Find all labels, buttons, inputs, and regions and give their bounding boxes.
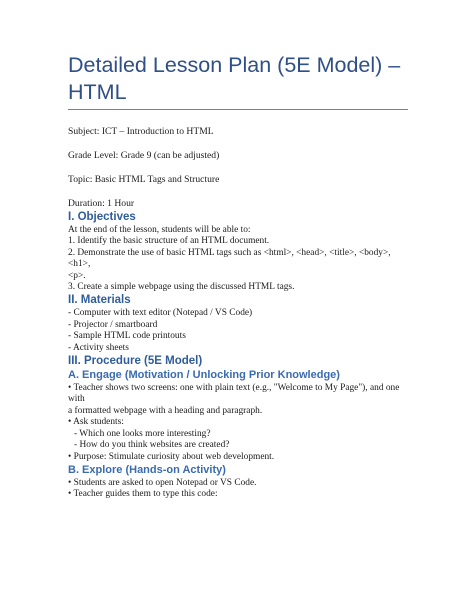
materials-list [68, 308, 408, 354]
explore-body [68, 478, 408, 501]
engage-line: - Which one looks more interesting? [74, 428, 211, 439]
objectives-line: <p>. [68, 270, 86, 281]
engage-line: - How do you think websites are created? [74, 440, 230, 451]
engage-line: • Teacher shows two screens: one with plain text (e.g., "Welcome to My Page"), and one with [68, 383, 402, 405]
procedure-heading: III. Procedure (5E Model) [68, 355, 203, 368]
objectives-body [68, 225, 408, 293]
meta-topic: Topic: Basic HTML Tags and Structure [68, 174, 220, 185]
materials-heading: II. Materials [68, 294, 131, 307]
meta-subject: Subject: ICT – Introduction to HTML [68, 126, 214, 137]
materials-item: - Projector / smartboard [68, 319, 158, 330]
meta-grade-level: Grade Level: Grade 9 (can be adjusted) [68, 150, 220, 161]
objectives-line: 1. Identify the basic structure of an HTML document. [68, 236, 270, 247]
materials-item: - Sample HTML code printouts [68, 331, 186, 342]
objectives-line: 3. Create a simple webpage using the discussed HTML tags. [68, 282, 295, 293]
objectives-line: 2. Demonstrate the use of basic HTML tags such as <html>, <head>, <title>, <body>, <h1>, [68, 247, 393, 270]
engage-line: a formatted webpage with a heading and paragraph. [68, 405, 263, 416]
objectives-heading: I. Objectives [68, 211, 136, 223]
engage-line: • Purpose: Stimulate curiosity about web development. [68, 451, 275, 462]
engage-body [68, 383, 408, 463]
meta-duration: Duration: 1 Hour [68, 198, 135, 209]
explore-line: • Teacher guides them to type this code: [68, 489, 218, 500]
engage-heading: A. Engage (Motivation / Unlocking Prior Knowledge) [68, 369, 340, 382]
materials-item: - Activity sheets [68, 342, 129, 353]
objectives-line: At the end of the lesson, students will be able to: [68, 225, 251, 235]
explore-line: • Students are asked to open Notepad or VS Code. [68, 477, 257, 488]
materials-item: - Computer with text editor (Notepad / VS Code) [68, 308, 253, 319]
document-title: Detailed Lesson Plan (5E Model) – HTML [68, 52, 408, 110]
explore-heading: B. Explore (Hands-on Activity) [68, 463, 226, 476]
engage-line: • Ask students: [68, 417, 124, 428]
